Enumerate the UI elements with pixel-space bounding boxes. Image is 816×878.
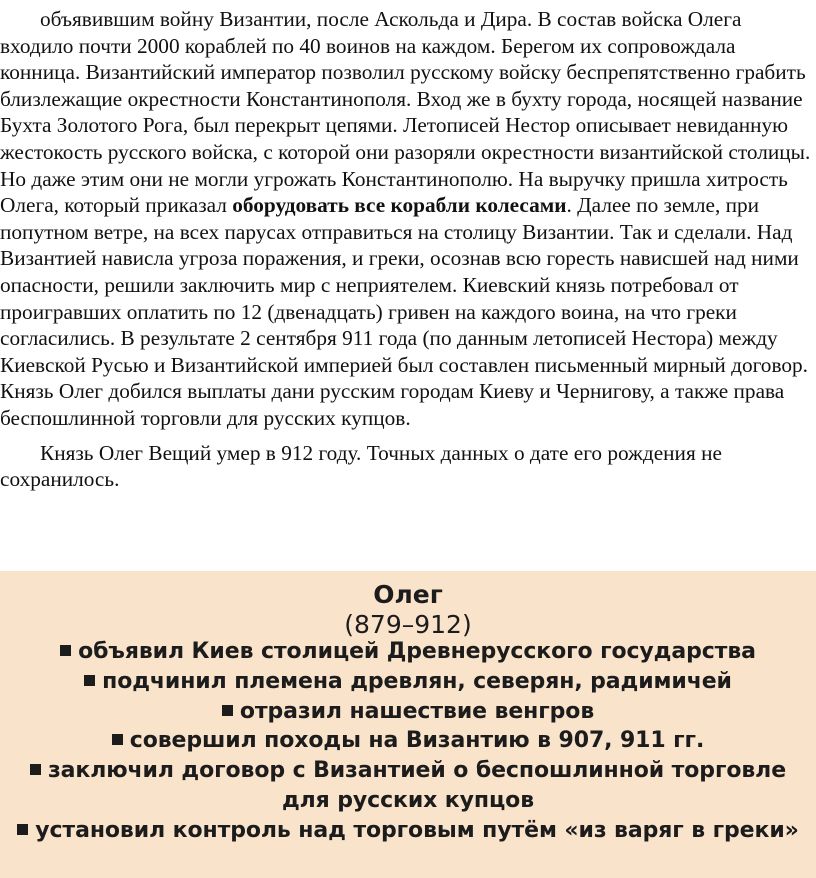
fact-item (0, 637, 816, 667)
fact-text: отразил нашествие венгров (239, 698, 595, 724)
square-bullet-icon (222, 705, 233, 716)
fact-item (0, 816, 816, 846)
fact-item (0, 726, 816, 756)
fact-item (0, 756, 816, 786)
fact-text: подчинил племена древлян, северян, радимичей (102, 668, 732, 694)
infobox-dates: (879–912) (344, 610, 472, 639)
square-bullet-icon (60, 645, 71, 656)
fact-text: объявил Киев столицей Древнерусского государства (78, 639, 756, 664)
fact-text: для русских купцов (281, 787, 535, 813)
fact-text: совершил походы на Византию в 907, 911 гг. (129, 728, 705, 754)
paragraph-1-text-start: объявившим войну Византии, после Аскольда и Дира. В состав войска Олега входило почти 2000 кораблей по 40 воинов на каждом. Берегом их сопровождала конница. Византийский император позволил русскому войску беспрепятственно грабить близлежащие окрестности Константинополя. Вход же в бухту города, носящей название Бухта Золотого Рога, был перекрыт цепями. Летописей Нестор описывает невиданную жестокость русского войска, с которой они разоряли окрестности византийской столицы. Но даже этим они не могли угрожать Константинополю. На выручку пришла хитрость Олега, который приказал (0, 7, 811, 218)
infobox-title: Олег (373, 580, 443, 609)
oleg-infobox (0, 571, 816, 878)
fact-item-continuation (0, 786, 816, 816)
fact-item (0, 667, 816, 697)
square-bullet-icon (30, 764, 41, 775)
paragraph-1-text-end: . Далее по земле, при попутном ветре, на всех парусах отправиться на столицу Византии. Так и сделали. Над Византией нависла угроза поражения, и греки, осознав всю горесть нависшей над ними опасности, решили заключить мир с неприятелем. Киевский князь потребовал от проигравших оплатить по 12 (двенадцать) гривен на каждого воина, на что греки согласились. В результате 2 сентября 911 года (по данным летописей Нестора) между Киевской Русью и Византийской империей был составлен письменный мирный договор. Князь Олег добился выплаты дани русским городам Киеву и Чернигову, а также права беспошлинной торговли для русских купцов. (0, 193, 808, 430)
paragraph-2: Князь Олег Вещий умер в 912 году. Точных данных о дате его рождения не сохранилось. (0, 440, 722, 492)
paragraph-1 (0, 6, 814, 432)
fact-text: установил контроль над торговым путём «из варяг в греки» (35, 817, 799, 843)
infobox-facts-list (0, 637, 816, 846)
fact-item (0, 697, 816, 727)
paragraph-1-bold-phrase: оборудовать все корабли колесами (232, 193, 567, 218)
square-bullet-icon (112, 734, 123, 745)
main-text (0, 6, 816, 493)
square-bullet-icon (17, 824, 28, 835)
fact-text: заключил договор с Византией о беспошлинной торговле (47, 758, 787, 784)
square-bullet-icon (84, 675, 95, 686)
